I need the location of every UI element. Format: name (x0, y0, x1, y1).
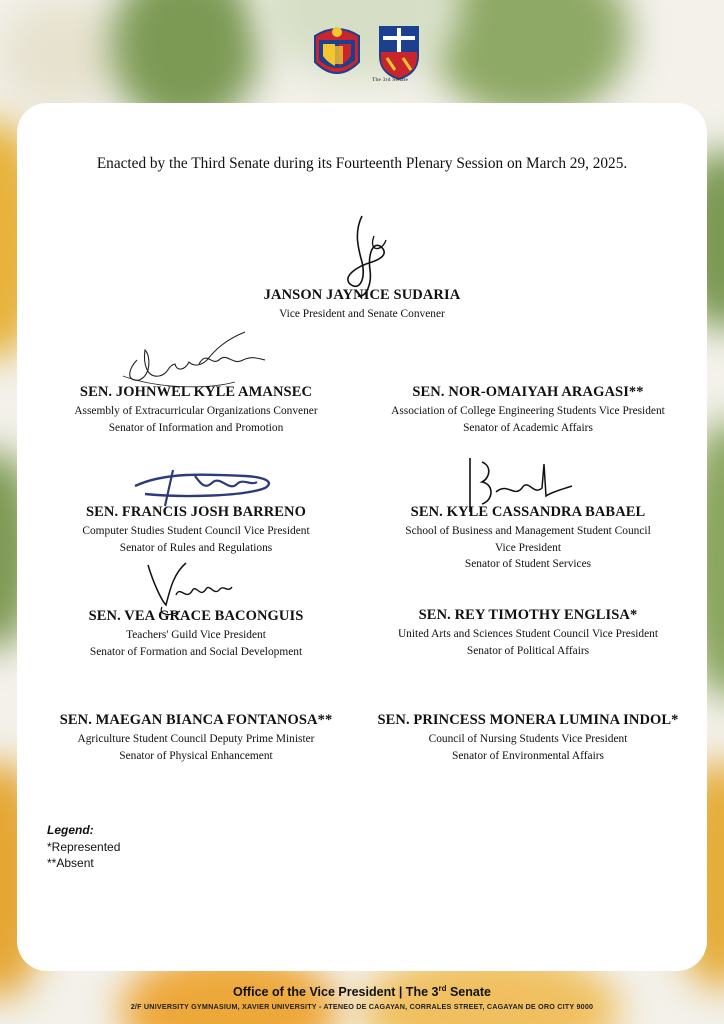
enacted-statement: Enacted by the Third Senate during its Fourteenth Plenary Session on March 29, 2025. (96, 155, 628, 172)
senator-committee: Senator of Formation and Social Development (89, 645, 303, 658)
senator-name: SEN. VEA GRACE BACONGUIS (88, 608, 304, 624)
legend-item-absent: **Absent (47, 856, 94, 870)
header-logos (311, 22, 425, 82)
legend (47, 822, 120, 872)
senator-barreno (20, 503, 372, 556)
senator-committee: Senator of Rules and Regulations (119, 541, 273, 554)
senator-englisa (352, 606, 704, 659)
senator-role: Agriculture Student Council Deputy Prime Minister (77, 733, 315, 745)
senator-amansec (20, 383, 372, 436)
senator-babael (352, 503, 704, 573)
logo-caption: The 3rd Senate (372, 77, 409, 83)
senator-role-cont: Vice President (494, 541, 562, 554)
footer-address: 2/F UNIVERSITY GYMNASIUM, XAVIER UNIVERSITY - ATENEO DE CAGAYAN, CORRALES STREET, CAGAYAN DE ORO CITY 9000 (130, 1002, 594, 1011)
senator-name: SEN. PRINCESS MONERA LUMINA INDOL* (377, 712, 679, 728)
senator-committee: Senator of Political Affairs (466, 644, 590, 657)
senator-fontanosa (20, 711, 372, 764)
senator-name: SEN. JOHNWEL KYLE AMANSEC (79, 384, 313, 400)
university-seal-logo (311, 22, 363, 82)
senator-committee: Senator of Physical Enhancement (119, 749, 273, 762)
convener-name: JANSON JAYNICE SUDARIA (263, 287, 461, 303)
senator-role: Teachers' Guild Vice President (126, 629, 266, 641)
convener-block (162, 286, 562, 323)
legend-item-represented: *Represented (47, 839, 121, 854)
senate-shield-logo (373, 22, 425, 82)
senator-role: Computer Studies Student Council Vice President (82, 525, 310, 537)
senator-role: School of Business and Management Student Council (405, 525, 651, 537)
senator-committee: Senator of Environmental Affairs (452, 749, 604, 762)
senator-indol (352, 711, 704, 764)
senator-committee: Senator of Information and Promotion (108, 421, 284, 434)
senator-role: Association of College Engineering Students Vice President (391, 405, 665, 417)
senator-name: SEN. MAEGAN BIANCA FONTANOSA** (59, 712, 333, 728)
senator-role: Assembly of Extracurricular Organizations Convener (74, 405, 318, 417)
senator-committee: Senator of Academic Affairs (463, 421, 593, 434)
senator-name: SEN. KYLE CASSANDRA BABAEL (410, 504, 646, 520)
senator-role: Council of Nursing Students Vice President (428, 733, 628, 745)
footer-office: Office of the Vice President | The 3rd Senate (233, 984, 491, 1000)
convener-title: Vice President and Senate Convener (279, 308, 445, 320)
senator-name: SEN. NOR-OMAIYAH ARAGASI** (412, 384, 644, 400)
senator-baconguis (20, 607, 372, 660)
senator-name: SEN. REY TIMOTHY ENGLISA* (418, 607, 638, 623)
senator-name: SEN. FRANCIS JOSH BARRENO (85, 504, 307, 520)
senator-role: United Arts and Sciences Student Council Vice President (397, 628, 659, 640)
senator-committee: Senator of Student Services (464, 558, 592, 570)
legend-title: Legend: (47, 823, 94, 837)
senator-aragasi (352, 383, 704, 436)
